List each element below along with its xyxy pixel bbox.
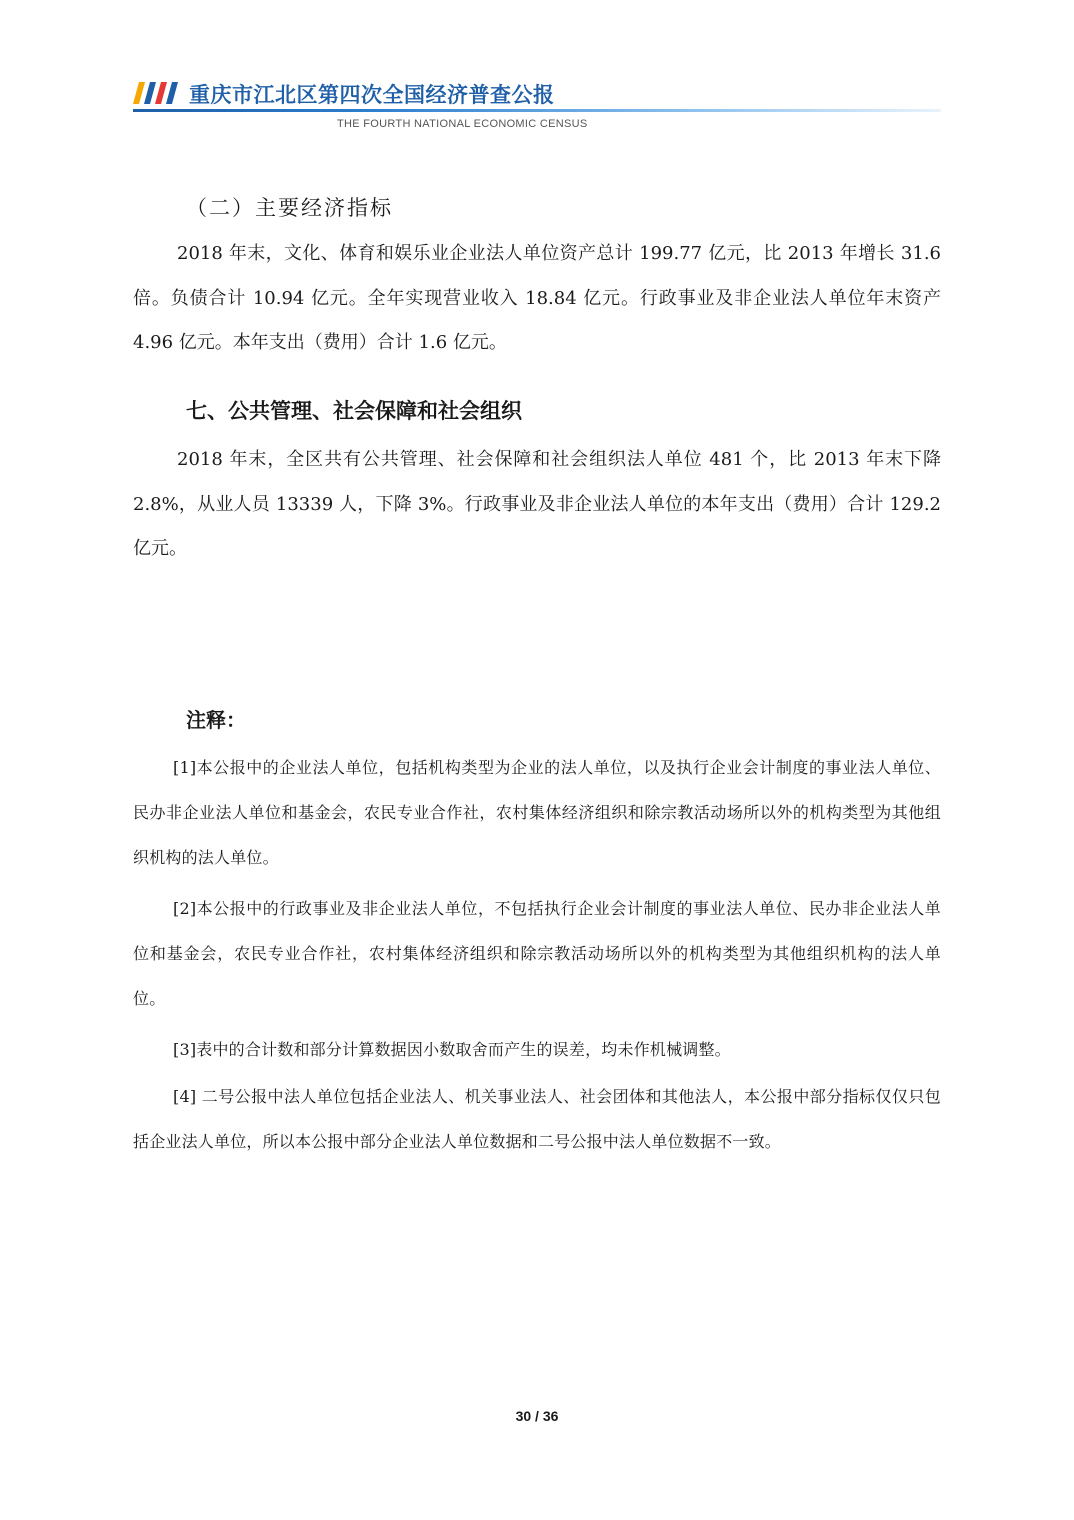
logo-stripes-icon — [133, 82, 179, 104]
section-paragraph: 2018 年末，全区共有公共管理、社会保障和社会组织法人单位 481 个，比 2013 年末下降 2.8%，从业人员 13339 人，下降 3%。行政事业及非企业法人单位的本年支出（费用）合计 129.2 亿元。 — [133, 449, 941, 559]
note-item: [2]本公报中的行政事业及非企业法人单位，不包括执行企业会计制度的事业法人单位、民办非企业法人单位和基金会，农民专业合作社，农村集体经济组织和除宗教活动场所以外的机构类型为其他组织机构的法人单位。 — [133, 899, 941, 1008]
notes-heading: 注释： — [186, 708, 246, 732]
note-item: [3]表中的合计数和部分计算数据因小数取舍而产生的误差，均未作机械调整。 — [173, 1040, 731, 1059]
subsection-paragraph: 2018 年末，文化、体育和娱乐业企业法人单位资产总计 199.77 亿元，比 2013 年增长 31.6 倍。负债合计 10.94 亿元。全年实现营业收入 18.84 亿元。行政事业及非企业法人单位年末资产 4.96 亿元。本年支出（费用）合计 1.6 亿元。 — [133, 243, 941, 353]
header-title: 重庆市江北区第四次全国经济普查公报 — [189, 83, 555, 107]
note-item: [4] 二号公报中法人单位包括企业法人、机关事业法人、社会团体和其他法人，本公报中部分指标仅仅只包括企业法人单位，所以本公报中部分企业法人单位数据和二号公报中法人单位数据不一致。 — [133, 1087, 941, 1151]
page-number: 30 / 36 — [515, 1408, 559, 1424]
note-item: [1]本公报中的企业法人单位，包括机构类型为企业的法人单位，以及执行企业会计制度的事业法人单位、民办非企业法人单位和基金会，农民专业合作社，农村集体经济组织和除宗教活动场所以外的机构类型为其他组织机构的法人单位。 — [133, 758, 941, 867]
subsection-heading: （二）主要经济指标 — [186, 196, 393, 220]
header-rule — [133, 109, 941, 112]
header-subtitle: THE FOURTH NATIONAL ECONOMIC CENSUS — [337, 118, 588, 130]
report-header — [133, 76, 941, 136]
section-heading: 七、公共管理、社会保障和社会组织 — [186, 399, 522, 423]
